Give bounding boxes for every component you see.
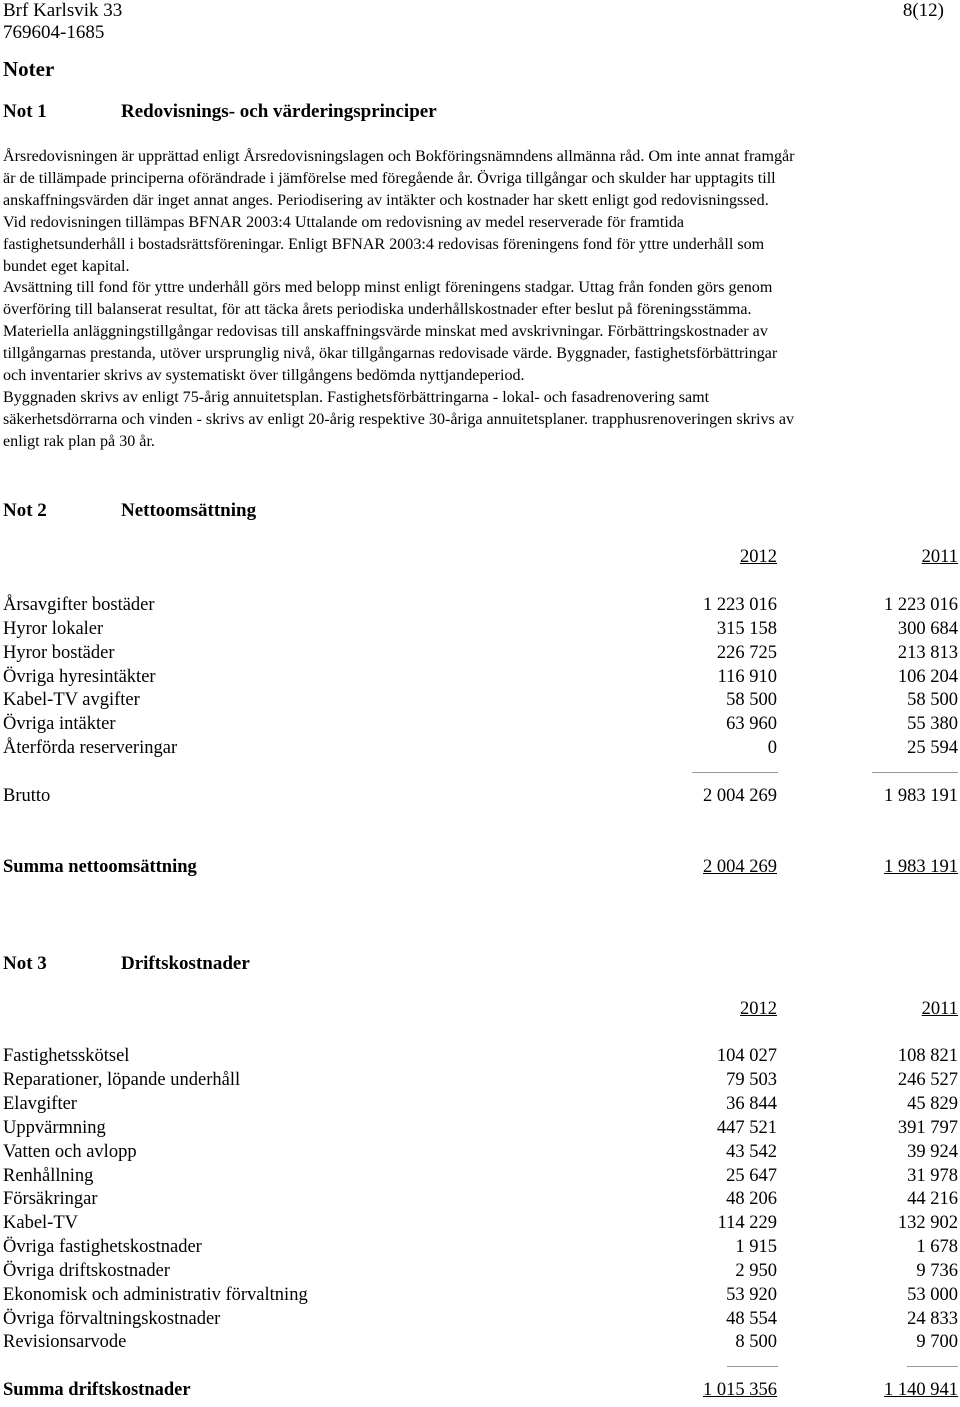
row-label: Kabel-TV <box>3 1213 78 1233</box>
row-value-2011: 106 204 <box>897 667 958 687</box>
row-label: Vatten och avlopp <box>3 1142 137 1162</box>
row-value-2011: 1 678 <box>916 1237 958 1257</box>
brutto-value-2011: 1 983 191 <box>884 786 958 806</box>
row-value-2011: 213 813 <box>897 643 958 663</box>
row-label: Årsavgifter bostäder <box>3 595 155 615</box>
row-label: Revisionsarvode <box>3 1332 127 1352</box>
sum-value-2012: 2 004 269 <box>703 857 777 877</box>
row-value-2012: 114 229 <box>717 1213 777 1233</box>
table-row <box>3 1285 958 1309</box>
table-row <box>3 1118 958 1142</box>
row-value-2011: 31 978 <box>907 1166 958 1186</box>
note3-year-header <box>3 999 958 1023</box>
table-row <box>3 1332 958 1356</box>
note3-number: Not 3 <box>3 953 47 974</box>
note1-text <box>3 146 958 453</box>
table-row <box>3 1070 958 1094</box>
org-name: Brf Karlsvik 33 <box>3 0 123 21</box>
row-value-2012: 63 960 <box>726 714 777 734</box>
note1-line: bundet eget kapital. <box>3 257 130 275</box>
row-value-2011: 108 821 <box>897 1046 958 1066</box>
brutto-label: Brutto <box>3 786 51 806</box>
row-value-2012: 36 844 <box>726 1094 777 1114</box>
brutto-value-2012: 2 004 269 <box>703 786 777 806</box>
page-number: 8(12) <box>902 0 944 21</box>
row-value-2011: 132 902 <box>897 1213 958 1233</box>
row-label: Elavgifter <box>3 1094 77 1114</box>
row-label: Fastighetsskötsel <box>3 1046 130 1066</box>
table-row <box>3 619 958 643</box>
subtotal-rule-2012 <box>727 1366 778 1367</box>
table-row <box>3 738 958 762</box>
table-row <box>3 1094 958 1118</box>
subtotal-rule-2011 <box>907 1366 958 1367</box>
row-value-2012: 2 950 <box>735 1261 777 1281</box>
row-value-2012: 79 503 <box>726 1070 777 1090</box>
sum-row <box>3 1380 958 1404</box>
row-value-2011: 300 684 <box>897 619 958 639</box>
section-title: Noter <box>3 57 55 81</box>
note1-title: Redovisnings- och värderingsprinciper <box>121 101 437 122</box>
table-row <box>3 714 958 738</box>
sum-value-2012: 1 015 356 <box>703 1380 777 1400</box>
row-value-2012: 1 915 <box>735 1237 777 1257</box>
note1-line: Materiella anläggningstillgångar redovisas till anskaffningsvärde minskat med avskrivningar. Förbättringskostnader av <box>3 323 768 341</box>
row-value-2011: 44 216 <box>907 1189 958 1209</box>
row-value-2012: 447 521 <box>716 1118 777 1138</box>
subtotal-rule-2011 <box>872 772 958 773</box>
note2-title: Nettoomsättning <box>121 500 257 521</box>
table-row <box>3 1189 958 1213</box>
row-label: Hyror lokaler <box>3 619 104 639</box>
table-row <box>3 1213 958 1237</box>
row-value-2012: 226 725 <box>716 643 777 663</box>
table-row <box>3 595 958 619</box>
row-label: Återförda reserveringar <box>3 738 178 758</box>
row-value-2012: 315 158 <box>716 619 777 639</box>
row-value-2011: 246 527 <box>897 1070 958 1090</box>
row-value-2011: 53 000 <box>907 1285 958 1305</box>
row-label: Reparationer, löpande underhåll <box>3 1070 241 1090</box>
note2-number: Not 2 <box>3 500 47 521</box>
row-value-2011: 9 736 <box>916 1261 958 1281</box>
note1-line: fastighetsunderhåll i bostadsrättsföreningar. Enligt BFNAR 2003:4 redovisas föreningens fond för yttre underhåll som <box>3 235 765 253</box>
note1-line: är de tillämpade principerna oförändrade i jämförelse med föregående år. Övriga tillgångar och skulder har upptagits till <box>3 169 776 187</box>
note1-line: tillgångarnas prestanda, utöver ursprunglig nivå, ökar tillgångarnas redovisade värde. Byggnader, fastighetsförbättringar <box>3 345 778 363</box>
table-row <box>3 1261 958 1285</box>
table-row <box>3 690 958 714</box>
row-value-2011: 39 924 <box>907 1142 958 1162</box>
row-label: Kabel-TV avgifter <box>3 690 140 710</box>
row-value-2011: 58 500 <box>907 690 958 710</box>
org-number: 769604-1685 <box>3 22 105 43</box>
row-label: Ekonomisk och administrativ förvaltning <box>3 1285 308 1305</box>
note1-line: och inventarier skrivs av systematiskt över tillgångens bedömda nyttjandeperiod. <box>3 367 525 385</box>
table-row <box>3 1046 958 1070</box>
row-value-2011: 55 380 <box>907 714 958 734</box>
row-label: Övriga förvaltningskostnader <box>3 1309 221 1329</box>
note1-number: Not 1 <box>3 101 47 122</box>
row-value-2012: 48 554 <box>726 1309 777 1329</box>
row-value-2011: 24 833 <box>907 1309 958 1329</box>
note1-line: Avsättning till fond för yttre underhåll görs med belopp minst enligt föreningens stadgar. Uttag från fonden görs genom <box>3 279 773 297</box>
note1-line: anskaffningsvärden där inget annat anges. Periodisering av intäkter och kostnader har skett enligt god redovisningssed. <box>3 191 769 209</box>
row-label: Övriga hyresintäkter <box>3 667 156 687</box>
row-value-2012: 116 910 <box>717 667 777 687</box>
note3-title: Driftskostnader <box>121 953 250 974</box>
row-value-2011: 1 223 016 <box>884 595 958 615</box>
table-row <box>3 1309 958 1333</box>
sum-label: Summa nettoomsättning <box>3 857 197 877</box>
subtotal-rule-2012 <box>692 772 778 773</box>
note1-line: Byggnaden skrivs av enligt 75-årig annuitetsplan. Fastighetsförbättringarna - lokal- och fasadrenovering samt <box>3 388 710 406</box>
row-value-2011: 45 829 <box>907 1094 958 1114</box>
row-value-2012: 25 647 <box>726 1166 777 1186</box>
row-label: Övriga driftskostnader <box>3 1261 170 1281</box>
year-2012: 2012 <box>740 547 777 567</box>
brutto-row <box>3 786 958 810</box>
sum-label: Summa driftskostnader <box>3 1380 191 1400</box>
sum-row <box>3 857 958 881</box>
row-value-2012: 53 920 <box>726 1285 777 1305</box>
row-label: Försäkringar <box>3 1189 98 1209</box>
row-label: Övriga fastighetskostnader <box>3 1237 202 1257</box>
row-value-2012: 104 027 <box>716 1046 777 1066</box>
table-row <box>3 1166 958 1190</box>
note1-line: säkerhetsdörrarna och vinden - skrivs av enligt 20-årig respektive 30-åriga annuitetsplaner. trapphusrenoveringen skrivs av <box>3 410 795 428</box>
row-value-2012: 58 500 <box>726 690 777 710</box>
year-2012: 2012 <box>740 999 777 1019</box>
row-value-2012: 8 500 <box>735 1332 777 1352</box>
row-value-2011: 9 700 <box>916 1332 958 1352</box>
row-value-2012: 0 <box>767 738 777 758</box>
row-value-2012: 48 206 <box>726 1189 777 1209</box>
row-label: Uppvärmning <box>3 1118 106 1138</box>
note2-year-header <box>3 547 958 571</box>
note1-line: överföring till balanserat resultat, för att täcka årets periodiska underhållskostnader efter beslut på föreningsstämma. <box>3 301 752 319</box>
year-2011: 2011 <box>921 547 958 567</box>
row-value-2011: 25 594 <box>907 738 958 758</box>
row-value-2011: 391 797 <box>897 1118 958 1138</box>
note1-line: Vid redovisningen tillämpas BFNAR 2003:4 Uttalande om redovisning av medel reserverade för framtida <box>3 213 685 231</box>
note1-line: enligt rak plan på 30 år. <box>3 432 155 450</box>
table-row <box>3 1237 958 1261</box>
row-value-2012: 1 223 016 <box>703 595 777 615</box>
table-row <box>3 667 958 691</box>
sum-value-2011: 1 140 941 <box>884 1380 958 1400</box>
table-row <box>3 643 958 667</box>
year-2011: 2011 <box>921 999 958 1019</box>
table-row <box>3 1142 958 1166</box>
note1-line: Årsredovisningen är upprättad enligt Årsredovisningslagen och Bokföringsnämndens allmänna råd. Om inte annat framgår <box>3 148 795 165</box>
row-label: Renhållning <box>3 1166 94 1186</box>
row-value-2012: 43 542 <box>726 1142 777 1162</box>
row-label: Övriga intäkter <box>3 714 116 734</box>
sum-value-2011: 1 983 191 <box>884 857 958 877</box>
row-label: Hyror bostäder <box>3 643 115 663</box>
